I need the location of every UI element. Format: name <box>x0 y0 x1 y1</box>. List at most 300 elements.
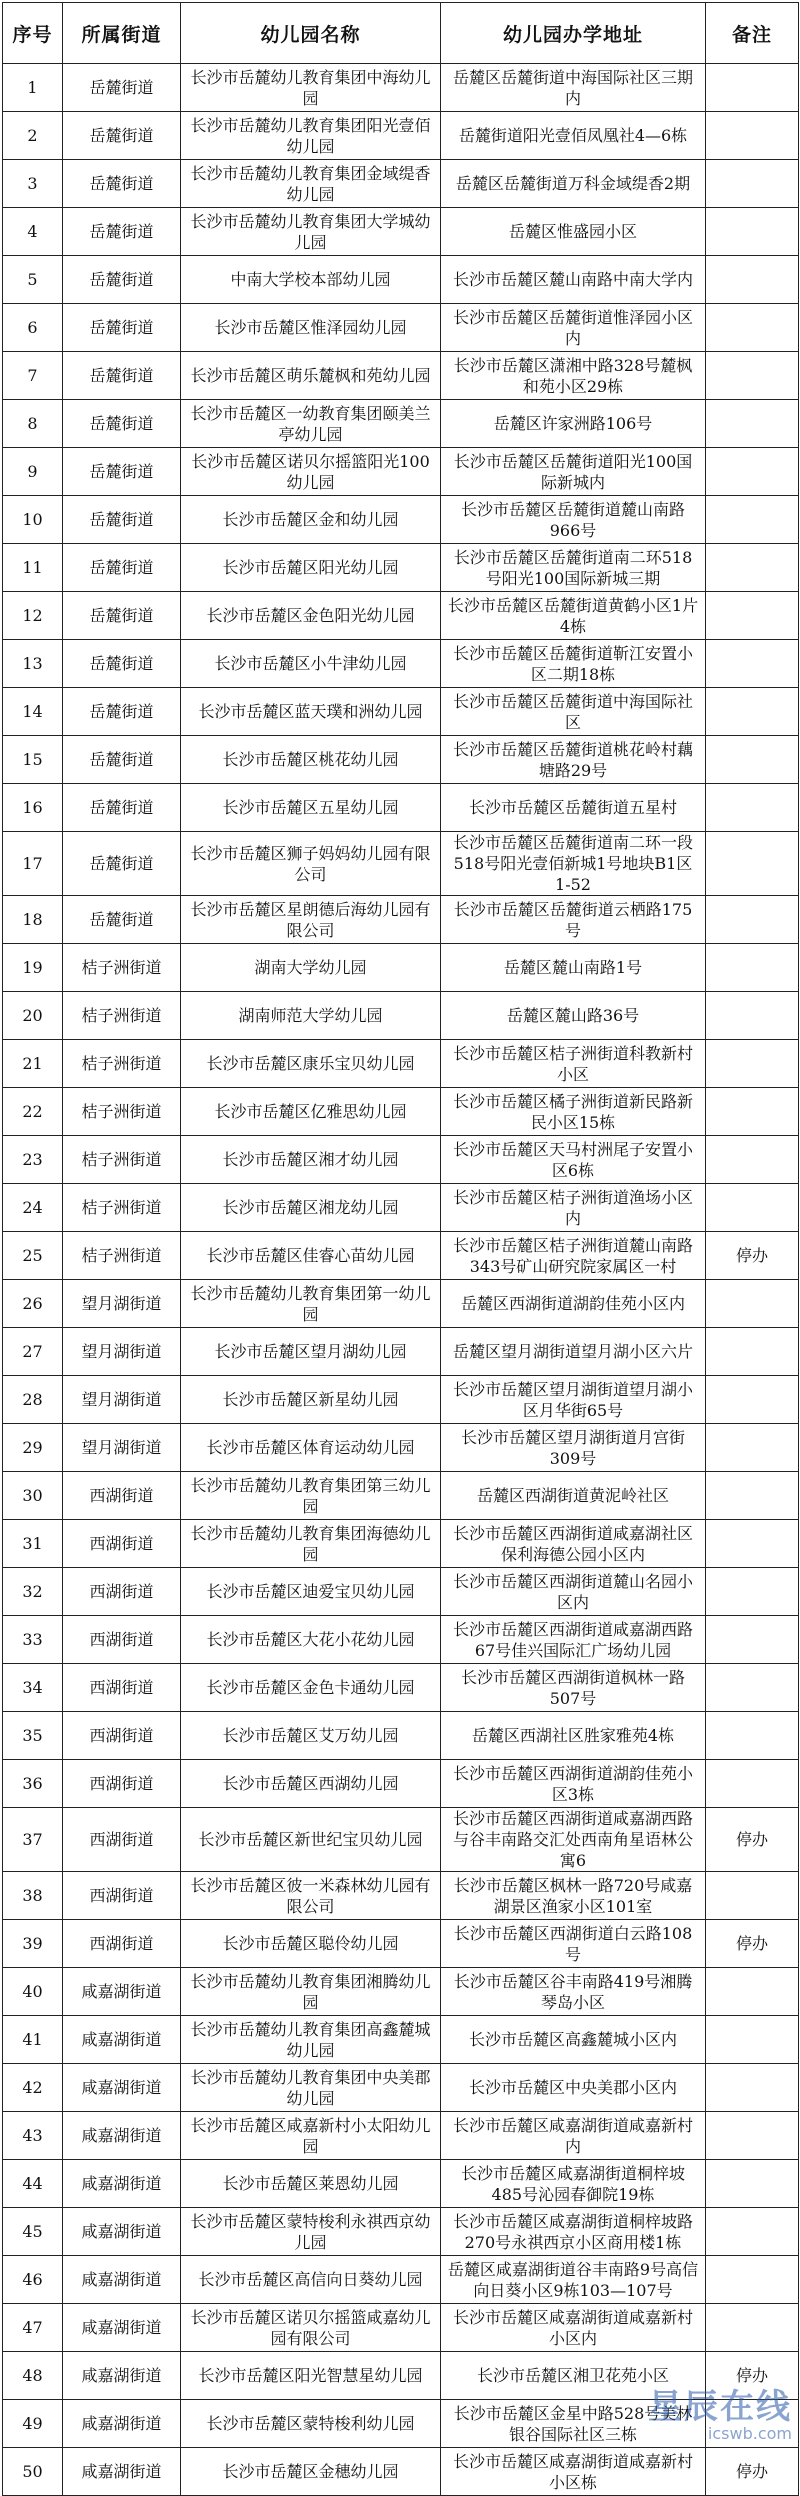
cell-remark <box>706 944 799 992</box>
table-row <box>3 1872 799 1920</box>
cell-address: 长沙市岳麓区桔子洲街道科教新村小区 <box>441 1040 706 1088</box>
table-row <box>3 592 799 640</box>
cell-remark <box>706 400 799 448</box>
cell-seq: 17 <box>3 832 63 896</box>
cell-street: 桔子洲街道 <box>63 1136 181 1184</box>
cell-seq: 38 <box>3 1872 63 1920</box>
table-row <box>3 1664 799 1712</box>
cell-seq: 8 <box>3 400 63 448</box>
cell-street: 岳麓街道 <box>63 448 181 496</box>
table-row <box>3 944 799 992</box>
cell-seq: 47 <box>3 2304 63 2352</box>
cell-street: 咸嘉湖街道 <box>63 2256 181 2304</box>
cell-remark <box>706 1712 799 1760</box>
cell-address: 岳麓区西湖社区胜家雅苑4栋 <box>441 1712 706 1760</box>
cell-street: 咸嘉湖街道 <box>63 2352 181 2400</box>
cell-street: 岳麓街道 <box>63 304 181 352</box>
cell-name: 长沙市岳麓区新世纪宝贝幼儿园 <box>181 1808 441 1872</box>
table-row <box>3 1568 799 1616</box>
cell-seq: 50 <box>3 2448 63 2496</box>
cell-seq: 13 <box>3 640 63 688</box>
cell-seq: 43 <box>3 2112 63 2160</box>
table-row <box>3 2256 799 2304</box>
cell-remark <box>706 112 799 160</box>
cell-seq: 5 <box>3 256 63 304</box>
cell-seq: 29 <box>3 1424 63 1472</box>
cell-street: 岳麓街道 <box>63 160 181 208</box>
cell-address: 长沙市岳麓区岳麓街道中海国际社区 <box>441 688 706 736</box>
table-row <box>3 208 799 256</box>
table-row <box>3 1232 799 1280</box>
cell-seq: 31 <box>3 1520 63 1568</box>
table-row <box>3 1760 799 1808</box>
cell-name: 长沙市岳麓区萌乐麓枫和苑幼儿园 <box>181 352 441 400</box>
cell-address: 岳麓区西湖街道黄泥岭社区 <box>441 1472 706 1520</box>
cell-street: 西湖街道 <box>63 1920 181 1968</box>
cell-remark: 停办 <box>706 1808 799 1872</box>
cell-street: 咸嘉湖街道 <box>63 2400 181 2448</box>
cell-name: 长沙市岳麓区金色卡通幼儿园 <box>181 1664 441 1712</box>
cell-street: 咸嘉湖街道 <box>63 2448 181 2496</box>
cell-remark: 停办 <box>706 2448 799 2496</box>
table-row <box>3 1328 799 1376</box>
cell-street: 岳麓街道 <box>63 64 181 112</box>
table-row <box>3 1184 799 1232</box>
cell-street: 岳麓街道 <box>63 832 181 896</box>
cell-address: 岳麓区惟盛园小区 <box>441 208 706 256</box>
table-row <box>3 688 799 736</box>
table-row <box>3 2304 799 2352</box>
cell-name: 长沙市岳麓幼儿教育集团阳光壹佰幼儿园 <box>181 112 441 160</box>
cell-street: 桔子洲街道 <box>63 944 181 992</box>
cell-remark <box>706 832 799 896</box>
cell-street: 望月湖街道 <box>63 1424 181 1472</box>
cell-name: 长沙市岳麓区新星幼儿园 <box>181 1376 441 1424</box>
cell-remark <box>706 1184 799 1232</box>
cell-seq: 37 <box>3 1808 63 1872</box>
cell-name: 长沙市岳麓幼儿教育集团海德幼儿园 <box>181 1520 441 1568</box>
cell-address: 长沙市岳麓区岳麓街道桃花岭村藕塘路29号 <box>441 736 706 784</box>
cell-address: 长沙市岳麓区枫林一路720号咸嘉湖景区渔家小区101室 <box>441 1872 706 1920</box>
table-row <box>3 1136 799 1184</box>
cell-street: 岳麓街道 <box>63 352 181 400</box>
cell-remark <box>706 784 799 832</box>
cell-address: 长沙市岳麓区咸嘉湖街道咸嘉新村小区栋 <box>441 2448 706 2496</box>
cell-street: 岳麓街道 <box>63 544 181 592</box>
cell-street: 岳麓街道 <box>63 400 181 448</box>
cell-address: 长沙市岳麓区岳麓街道麓山南路966号 <box>441 496 706 544</box>
table-row <box>3 1968 799 2016</box>
cell-address: 长沙市岳麓区岳麓街道惟泽园小区内 <box>441 304 706 352</box>
cell-seq: 22 <box>3 1088 63 1136</box>
cell-seq: 25 <box>3 1232 63 1280</box>
cell-address: 长沙市岳麓区岳麓街道黄鹤小区1片4栋 <box>441 592 706 640</box>
cell-name: 长沙市岳麓区体育运动幼儿园 <box>181 1424 441 1472</box>
cell-street: 咸嘉湖街道 <box>63 2016 181 2064</box>
cell-address: 长沙市岳麓区麓山南路中南大学内 <box>441 256 706 304</box>
cell-seq: 7 <box>3 352 63 400</box>
table-row <box>3 2208 799 2256</box>
cell-address: 长沙市岳麓区咸嘉湖街道咸嘉新村小区内 <box>441 2304 706 2352</box>
cell-street: 岳麓街道 <box>63 208 181 256</box>
cell-seq: 46 <box>3 2256 63 2304</box>
cell-seq: 6 <box>3 304 63 352</box>
cell-remark <box>706 1616 799 1664</box>
cell-seq: 10 <box>3 496 63 544</box>
table-row <box>3 64 799 112</box>
cell-street: 西湖街道 <box>63 1872 181 1920</box>
cell-street: 西湖街道 <box>63 1616 181 1664</box>
cell-name: 长沙市岳麓幼儿教育集团第三幼儿园 <box>181 1472 441 1520</box>
cell-name: 湖南大学幼儿园 <box>181 944 441 992</box>
cell-address: 长沙市岳麓区西湖街道咸嘉湖社区保利海德公园小区内 <box>441 1520 706 1568</box>
cell-seq: 27 <box>3 1328 63 1376</box>
cell-seq: 4 <box>3 208 63 256</box>
cell-name: 长沙市岳麓区蓝天璞和洲幼儿园 <box>181 688 441 736</box>
watermark-url: icswb.com <box>707 2424 792 2443</box>
cell-remark <box>706 1328 799 1376</box>
cell-address: 岳麓区岳麓街道中海国际社区三期内 <box>441 64 706 112</box>
cell-street: 岳麓街道 <box>63 784 181 832</box>
cell-address: 长沙市岳麓区咸嘉湖街道桐梓坡路270号永祺西京小区商用楼1栋 <box>441 2208 706 2256</box>
cell-address: 长沙市岳麓区岳麓街道云栖路175号 <box>441 896 706 944</box>
cell-seq: 45 <box>3 2208 63 2256</box>
cell-name: 长沙市岳麓区高信向日葵幼儿园 <box>181 2256 441 2304</box>
table-row <box>3 1520 799 1568</box>
cell-seq: 19 <box>3 944 63 992</box>
cell-street: 西湖街道 <box>63 1808 181 1872</box>
cell-street: 咸嘉湖街道 <box>63 2112 181 2160</box>
cell-name: 长沙市岳麓区佳睿心苗幼儿园 <box>181 1232 441 1280</box>
cell-seq: 36 <box>3 1760 63 1808</box>
cell-address: 长沙市岳麓区岳麓街道南二环一段518号阳光壹佰新城1号地块B1区1-52 <box>441 832 706 896</box>
cell-remark <box>706 1136 799 1184</box>
cell-address: 长沙市岳麓区西湖街道湖韵佳苑小区3栋 <box>441 1760 706 1808</box>
table-row <box>3 1616 799 1664</box>
cell-address: 长沙市岳麓区高鑫麓城小区内 <box>441 2016 706 2064</box>
cell-remark <box>706 992 799 1040</box>
cell-name: 长沙市岳麓区金穗幼儿园 <box>181 2448 441 2496</box>
table-row <box>3 2160 799 2208</box>
cell-name: 长沙市岳麓幼儿教育集团金域缇香幼儿园 <box>181 160 441 208</box>
cell-seq: 9 <box>3 448 63 496</box>
cell-name: 长沙市岳麓区一幼教育集团颐美兰亭幼儿园 <box>181 400 441 448</box>
table-row <box>3 2064 799 2112</box>
cell-remark <box>706 2256 799 2304</box>
cell-remark <box>706 1520 799 1568</box>
cell-name: 长沙市岳麓区桃花幼儿园 <box>181 736 441 784</box>
cell-name: 长沙市岳麓幼儿教育集团中央美郡幼儿园 <box>181 2064 441 2112</box>
cell-remark <box>706 2160 799 2208</box>
cell-remark <box>706 256 799 304</box>
cell-remark <box>706 1088 799 1136</box>
cell-street: 咸嘉湖街道 <box>63 2160 181 2208</box>
cell-address: 长沙市岳麓区天马村洲尾子安置小区6栋 <box>441 1136 706 1184</box>
cell-name: 长沙市岳麓区诺贝尔摇篮阳光100幼儿园 <box>181 448 441 496</box>
cell-name: 长沙市岳麓区湘才幼儿园 <box>181 1136 441 1184</box>
cell-remark <box>706 2016 799 2064</box>
kindergarten-table <box>2 2 799 2496</box>
cell-name: 长沙市岳麓区望月湖幼儿园 <box>181 1328 441 1376</box>
table-row <box>3 1472 799 1520</box>
table-row <box>3 736 799 784</box>
cell-remark: 停办 <box>706 2352 799 2400</box>
table-row <box>3 832 799 896</box>
cell-seq: 42 <box>3 2064 63 2112</box>
cell-remark <box>706 352 799 400</box>
cell-address: 岳麓区麓山南路1号 <box>441 944 706 992</box>
cell-remark <box>706 688 799 736</box>
cell-street: 咸嘉湖街道 <box>63 2208 181 2256</box>
cell-address: 长沙市岳麓区潇湘中路328号麓枫和苑小区29栋 <box>441 352 706 400</box>
cell-street: 望月湖街道 <box>63 1328 181 1376</box>
cell-name: 长沙市岳麓区五星幼儿园 <box>181 784 441 832</box>
cell-street: 咸嘉湖街道 <box>63 2304 181 2352</box>
cell-street: 岳麓街道 <box>63 688 181 736</box>
cell-seq: 28 <box>3 1376 63 1424</box>
table-row <box>3 448 799 496</box>
cell-street: 岳麓街道 <box>63 592 181 640</box>
cell-street: 岳麓街道 <box>63 112 181 160</box>
cell-name: 中南大学校本部幼儿园 <box>181 256 441 304</box>
table-row <box>3 1280 799 1328</box>
cell-address: 长沙市岳麓区湘卫花苑小区 <box>441 2352 706 2400</box>
cell-name: 长沙市岳麓区星朗德后海幼儿园有限公司 <box>181 896 441 944</box>
cell-street: 桔子洲街道 <box>63 992 181 1040</box>
cell-seq: 3 <box>3 160 63 208</box>
cell-street: 岳麓街道 <box>63 640 181 688</box>
table-row <box>3 2448 799 2496</box>
cell-remark <box>706 1872 799 1920</box>
cell-street: 西湖街道 <box>63 1568 181 1616</box>
cell-seq: 41 <box>3 2016 63 2064</box>
cell-seq: 34 <box>3 1664 63 1712</box>
header-seq: 序号 <box>3 3 63 64</box>
table-row <box>3 352 799 400</box>
cell-street: 西湖街道 <box>63 1664 181 1712</box>
cell-seq: 12 <box>3 592 63 640</box>
watermark-text: 星辰在线 <box>648 2387 792 2427</box>
table-row <box>3 112 799 160</box>
cell-remark <box>706 208 799 256</box>
cell-street: 岳麓街道 <box>63 256 181 304</box>
cell-seq: 2 <box>3 112 63 160</box>
cell-address: 长沙市岳麓区中央美郡小区内 <box>441 2064 706 2112</box>
table-row <box>3 1040 799 1088</box>
cell-name: 长沙市岳麓区西湖幼儿园 <box>181 1760 441 1808</box>
cell-name: 长沙市岳麓幼儿教育集团高鑫麓城幼儿园 <box>181 2016 441 2064</box>
cell-name: 长沙市岳麓区蒙特梭利永祺西京幼儿园 <box>181 2208 441 2256</box>
table-row <box>3 400 799 448</box>
cell-name: 长沙市岳麓区彼一米森林幼儿园有限公司 <box>181 1872 441 1920</box>
cell-seq: 30 <box>3 1472 63 1520</box>
cell-name: 长沙市岳麓区大花小花幼儿园 <box>181 1616 441 1664</box>
cell-street: 桔子洲街道 <box>63 1232 181 1280</box>
cell-name: 长沙市岳麓区迪爱宝贝幼儿园 <box>181 1568 441 1616</box>
cell-name: 长沙市岳麓区诺贝尔摇篮咸嘉幼儿园有限公司 <box>181 2304 441 2352</box>
header-address: 幼儿园办学地址 <box>441 3 706 64</box>
cell-address: 长沙市岳麓区咸嘉湖街道桐梓坡485号沁园春御院19栋 <box>441 2160 706 2208</box>
cell-remark <box>706 2064 799 2112</box>
cell-name: 长沙市岳麓幼儿教育集团中海幼儿园 <box>181 64 441 112</box>
cell-address: 长沙市岳麓区桔子洲街道麓山南路343号矿山研究院家属区一村 <box>441 1232 706 1280</box>
cell-seq: 20 <box>3 992 63 1040</box>
cell-name: 长沙市岳麓区艾万幼儿园 <box>181 1712 441 1760</box>
cell-remark <box>706 1424 799 1472</box>
cell-remark <box>706 1280 799 1328</box>
cell-address: 长沙市岳麓区咸嘉湖街道咸嘉新村内 <box>441 2112 706 2160</box>
cell-address: 长沙市岳麓区西湖街道白云路108号 <box>441 1920 706 1968</box>
cell-seq: 21 <box>3 1040 63 1088</box>
cell-seq: 48 <box>3 2352 63 2400</box>
cell-remark: 停办 <box>706 1920 799 1968</box>
cell-address: 岳麓区许家洲路106号 <box>441 400 706 448</box>
cell-name: 长沙市岳麓幼儿教育集团湘腾幼儿园 <box>181 1968 441 2016</box>
table-row <box>3 256 799 304</box>
cell-seq: 16 <box>3 784 63 832</box>
cell-address: 长沙市岳麓区岳麓街道五星村 <box>441 784 706 832</box>
cell-seq: 26 <box>3 1280 63 1328</box>
cell-address: 长沙市岳麓区西湖街道咸嘉湖西路67号佳兴国际汇广场幼儿园 <box>441 1616 706 1664</box>
cell-name: 长沙市岳麓区聪伶幼儿园 <box>181 1920 441 1968</box>
table-body <box>3 64 799 2496</box>
cell-address: 长沙市岳麓区金星中路528号美林银谷国际社区三栋 <box>441 2400 706 2448</box>
cell-name: 长沙市岳麓区金和幼儿园 <box>181 496 441 544</box>
cell-address: 长沙市岳麓区桔子洲街道渔场小区内 <box>441 1184 706 1232</box>
table-row <box>3 1376 799 1424</box>
cell-remark <box>706 304 799 352</box>
cell-street: 岳麓街道 <box>63 896 181 944</box>
table-row <box>3 784 799 832</box>
header-remark: 备注 <box>706 3 799 64</box>
cell-remark <box>706 448 799 496</box>
cell-seq: 33 <box>3 1616 63 1664</box>
cell-seq: 32 <box>3 1568 63 1616</box>
table-row <box>3 544 799 592</box>
cell-street: 桔子洲街道 <box>63 1040 181 1088</box>
cell-street: 西湖街道 <box>63 1520 181 1568</box>
cell-street: 岳麓街道 <box>63 496 181 544</box>
cell-name: 长沙市岳麓区康乐宝贝幼儿园 <box>181 1040 441 1088</box>
table-row <box>3 2112 799 2160</box>
cell-remark <box>706 160 799 208</box>
cell-remark <box>706 1040 799 1088</box>
table-row <box>3 1920 799 1968</box>
table-row <box>3 640 799 688</box>
cell-remark <box>706 1760 799 1808</box>
cell-street: 西湖街道 <box>63 1472 181 1520</box>
cell-seq: 39 <box>3 1920 63 1968</box>
cell-address: 长沙市岳麓区西湖街道麓山名园小区内 <box>441 1568 706 1616</box>
cell-address: 长沙市岳麓区望月湖街道望月湖小区月华街65号 <box>441 1376 706 1424</box>
table-row <box>3 496 799 544</box>
cell-seq: 18 <box>3 896 63 944</box>
cell-address: 岳麓区咸嘉湖街道谷丰南路9号高信向日葵小区9栋103—107号 <box>441 2256 706 2304</box>
cell-street: 望月湖街道 <box>63 1376 181 1424</box>
cell-seq: 44 <box>3 2160 63 2208</box>
cell-remark <box>706 544 799 592</box>
cell-address: 长沙市岳麓区岳麓街道靳江安置小区二期18栋 <box>441 640 706 688</box>
cell-street: 桔子洲街道 <box>63 1088 181 1136</box>
cell-remark <box>706 2208 799 2256</box>
cell-remark <box>706 2304 799 2352</box>
table-row <box>3 1808 799 1872</box>
table-row <box>3 2016 799 2064</box>
cell-remark <box>706 592 799 640</box>
cell-name: 长沙市岳麓区惟泽园幼儿园 <box>181 304 441 352</box>
cell-name: 长沙市岳麓区阳光幼儿园 <box>181 544 441 592</box>
watermark-logo <box>648 2379 792 2443</box>
cell-address: 岳麓街道阳光壹佰凤凰社4—6栋 <box>441 112 706 160</box>
cell-name: 长沙市岳麓区咸嘉新村小太阳幼儿园 <box>181 2112 441 2160</box>
cell-seq: 40 <box>3 1968 63 2016</box>
cell-seq: 1 <box>3 64 63 112</box>
cell-address: 长沙市岳麓区西湖街道咸嘉湖西路与谷丰南路交汇处西南角星语林公寓6 <box>441 1808 706 1872</box>
cell-address: 岳麓区岳麓街道万科金域缇香2期 <box>441 160 706 208</box>
cell-street: 咸嘉湖街道 <box>63 1968 181 2016</box>
cell-remark <box>706 496 799 544</box>
cell-street: 西湖街道 <box>63 1712 181 1760</box>
table-row <box>3 1712 799 1760</box>
cell-street: 咸嘉湖街道 <box>63 2064 181 2112</box>
cell-name: 湖南师范大学幼儿园 <box>181 992 441 1040</box>
cell-address: 长沙市岳麓区橘子洲街道新民路新民小区15栋 <box>441 1088 706 1136</box>
cell-address: 岳麓区望月湖街道望月湖小区六片 <box>441 1328 706 1376</box>
table-row <box>3 160 799 208</box>
cell-remark <box>706 64 799 112</box>
cell-street: 桔子洲街道 <box>63 1184 181 1232</box>
cell-remark <box>706 1664 799 1712</box>
cell-name: 长沙市岳麓幼儿教育集团第一幼儿园 <box>181 1280 441 1328</box>
cell-address: 长沙市岳麓区望月湖街道月宫街309号 <box>441 1424 706 1472</box>
cell-seq: 35 <box>3 1712 63 1760</box>
cell-remark <box>706 736 799 784</box>
cell-address: 岳麓区麓山路36号 <box>441 992 706 1040</box>
cell-remark <box>706 2112 799 2160</box>
table-row <box>3 1088 799 1136</box>
cell-remark: 停办 <box>706 1232 799 1280</box>
cell-remark <box>706 896 799 944</box>
table-row <box>3 992 799 1040</box>
cell-remark <box>706 1568 799 1616</box>
cell-seq: 49 <box>3 2400 63 2448</box>
cell-address: 长沙市岳麓区谷丰南路419号湘腾琴岛小区 <box>441 1968 706 2016</box>
cell-address: 长沙市岳麓区西湖街道枫林一路507号 <box>441 1664 706 1712</box>
cell-name: 长沙市岳麓区湘龙幼儿园 <box>181 1184 441 1232</box>
cell-remark <box>706 1376 799 1424</box>
table-row <box>3 1424 799 1472</box>
header-name: 幼儿园名称 <box>181 3 441 64</box>
header-row <box>3 3 799 64</box>
cell-seq: 23 <box>3 1136 63 1184</box>
cell-address: 长沙市岳麓区岳麓街道阳光100国际新城内 <box>441 448 706 496</box>
cell-street: 岳麓街道 <box>63 736 181 784</box>
cell-address: 长沙市岳麓区岳麓街道南二环518号阳光100国际新城三期 <box>441 544 706 592</box>
cell-address: 岳麓区西湖街道湖韵佳苑小区内 <box>441 1280 706 1328</box>
cell-name: 长沙市岳麓区小牛津幼儿园 <box>181 640 441 688</box>
cell-street: 西湖街道 <box>63 1760 181 1808</box>
cell-name: 长沙市岳麓区蒙特梭利幼儿园 <box>181 2400 441 2448</box>
cell-name: 长沙市岳麓区莱恩幼儿园 <box>181 2160 441 2208</box>
cell-name: 长沙市岳麓幼儿教育集团大学城幼儿园 <box>181 208 441 256</box>
cell-seq: 15 <box>3 736 63 784</box>
cell-seq: 11 <box>3 544 63 592</box>
cell-remark <box>706 640 799 688</box>
cell-remark <box>706 1472 799 1520</box>
table-row <box>3 896 799 944</box>
table-row <box>3 304 799 352</box>
cell-name: 长沙市岳麓区阳光智慧星幼儿园 <box>181 2352 441 2400</box>
